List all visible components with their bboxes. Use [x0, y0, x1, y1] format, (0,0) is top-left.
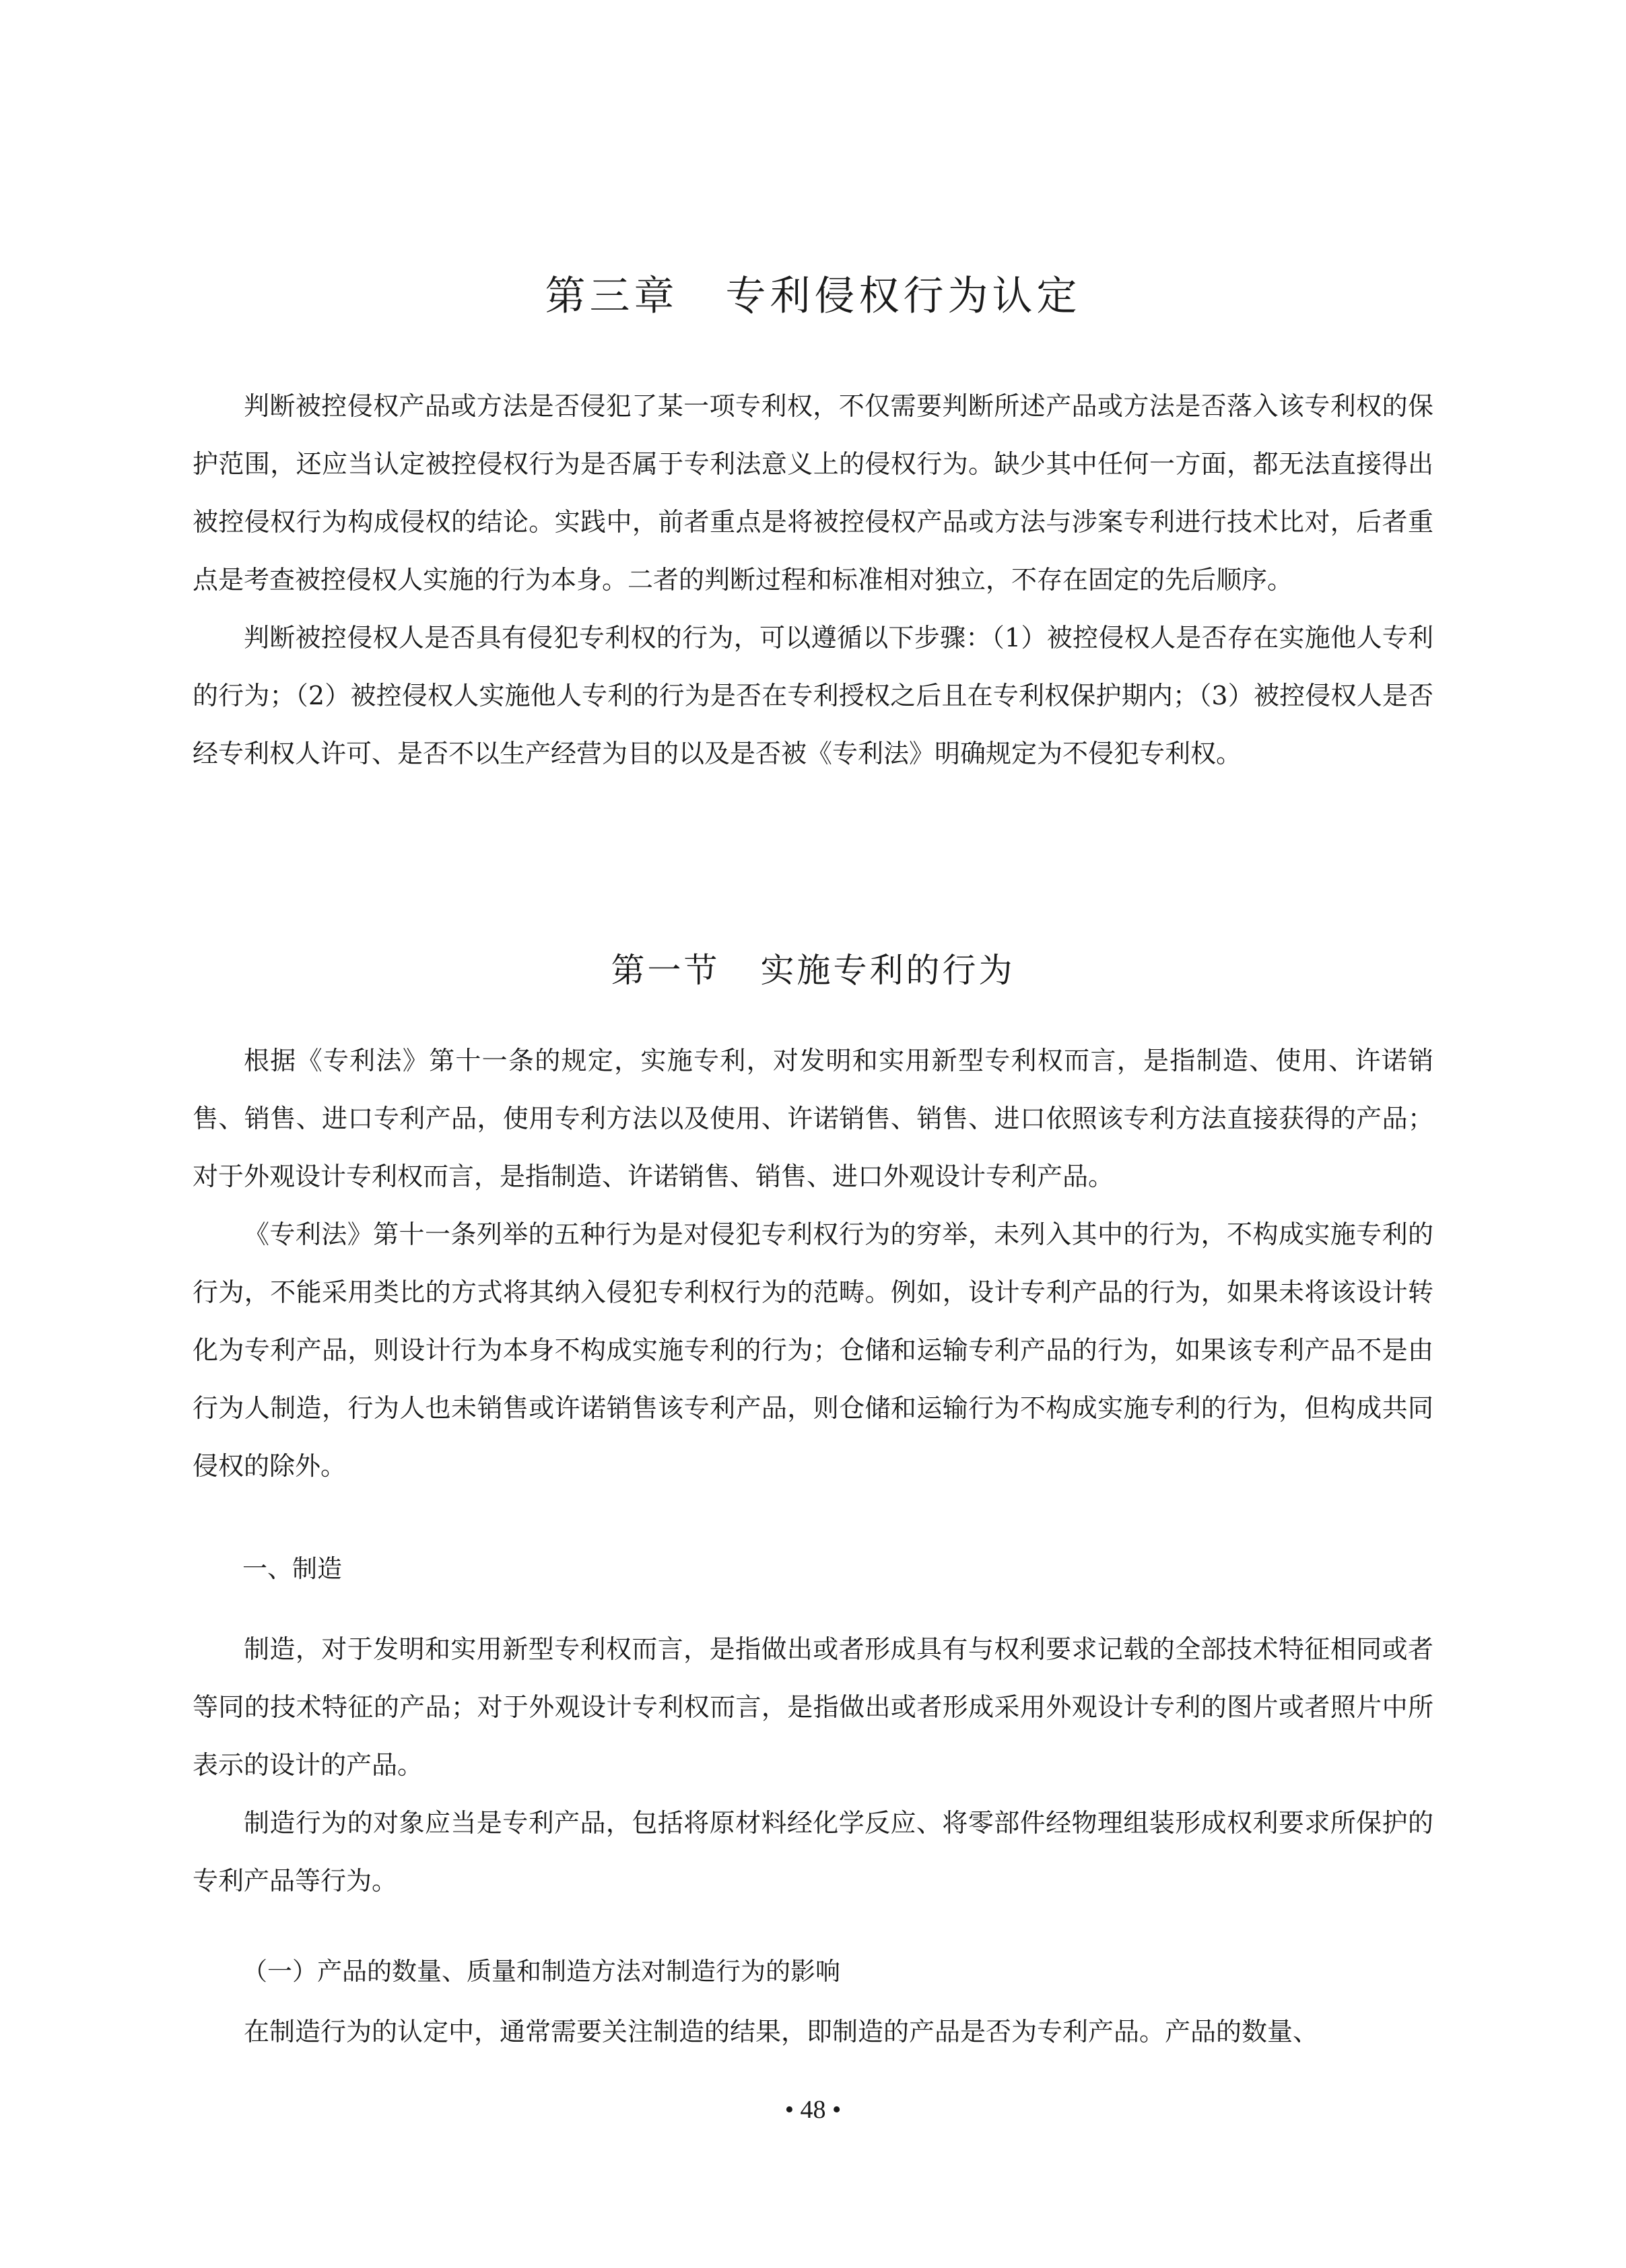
paragraph: 判断被控侵权人是否具有侵犯专利权的行为，可以遵循以下步骤：（1）被控侵权人是否存在实施他人专利的行为；（2）被控侵权人实施他人专利的行为是否在专利授权之后且在专利权保护期内；（3）被控侵权人是否经专利权人许可、是否不以生产经营为目的以及是否被《专利法》明确规定为不侵犯专利权。 — [193, 623, 1433, 768]
paragraph: 在制造行为的认定中，通常需要关注制造的结果，即制造的产品是否为专利产品。产品的数量、 — [244, 2017, 1319, 2046]
part-heading: 一、制造 — [242, 1554, 342, 1583]
paragraph: 制造，对于发明和实用新型专利权而言，是指做出或者形成具有与权利要求记载的全部技术特征相同或者等同的技术特征的产品；对于外观设计专利权而言，是指做出或者形成采用外观设计专利的图片或者照片中所表示的设计的产品。 — [193, 1634, 1433, 1780]
chapter-name: 专利侵权行为认定 — [725, 273, 1081, 320]
intro-block — [193, 377, 1433, 782]
section-body — [193, 1032, 1433, 1495]
chapter-title — [193, 269, 1433, 323]
paragraph: 《专利法》第十一条列举的五种行为是对侵犯专利权行为的穷举，未列入其中的行为，不构成实施专利的行为，不能采用类比的方式将其纳入侵犯专利权行为的范畴。例如，设计专利产品的行为，如果未将该设计转化为专利产品，则设计行为本身不构成实施专利的行为；仓储和运输专利产品的行为，如果该专利产品不是由行为人制造，行为人也未销售或许诺销售该专利产品，则仓储和运输行为不构成实施专利的行为，但构成共同侵权的除外。 — [193, 1220, 1433, 1481]
chapter-label: 第三章 — [545, 273, 679, 320]
section-title — [193, 947, 1433, 994]
section-name: 实施专利的行为 — [760, 951, 1015, 990]
section-label: 第一节 — [611, 951, 720, 990]
page-number: • 48 • — [784, 2096, 842, 2124]
paragraph: 根据《专利法》第十一条的规定，实施专利，对发明和实用新型专利权而言，是指制造、使用、许诺销售、销售、进口专利产品，使用专利方法以及使用、许诺销售、销售、进口依照该专利方法直接获得的产品；对于外观设计专利权而言，是指制造、许诺销售、销售、进口外观设计专利产品。 — [193, 1046, 1433, 1191]
subpart-body — [193, 2003, 1433, 2061]
part-body — [193, 1620, 1433, 1910]
paragraph: 制造行为的对象应当是专利产品，包括将原材料经化学反应、将零部件经物理组装形成权利要求所保护的专利产品等行为。 — [193, 1808, 1433, 1896]
paragraph: 判断被控侵权产品或方法是否侵犯了某一项专利权，不仅需要判断所述产品或方法是否落入该专利权的保护范围，还应当认定被控侵权行为是否属于专利法意义上的侵权行为。缺少其中任何一方面，都无法直接得出被控侵权行为构成侵权的结论。实践中，前者重点是将被控侵权产品或方法与涉案专利进行技术比对，后者重点是考查被控侵权人实施的行为本身。二者的判断过程和标准相对独立，不存在固定的先后顺序。 — [193, 391, 1433, 595]
subpart-heading: （一）产品的数量、质量和制造方法对制造行为的影响 — [242, 1957, 840, 1986]
